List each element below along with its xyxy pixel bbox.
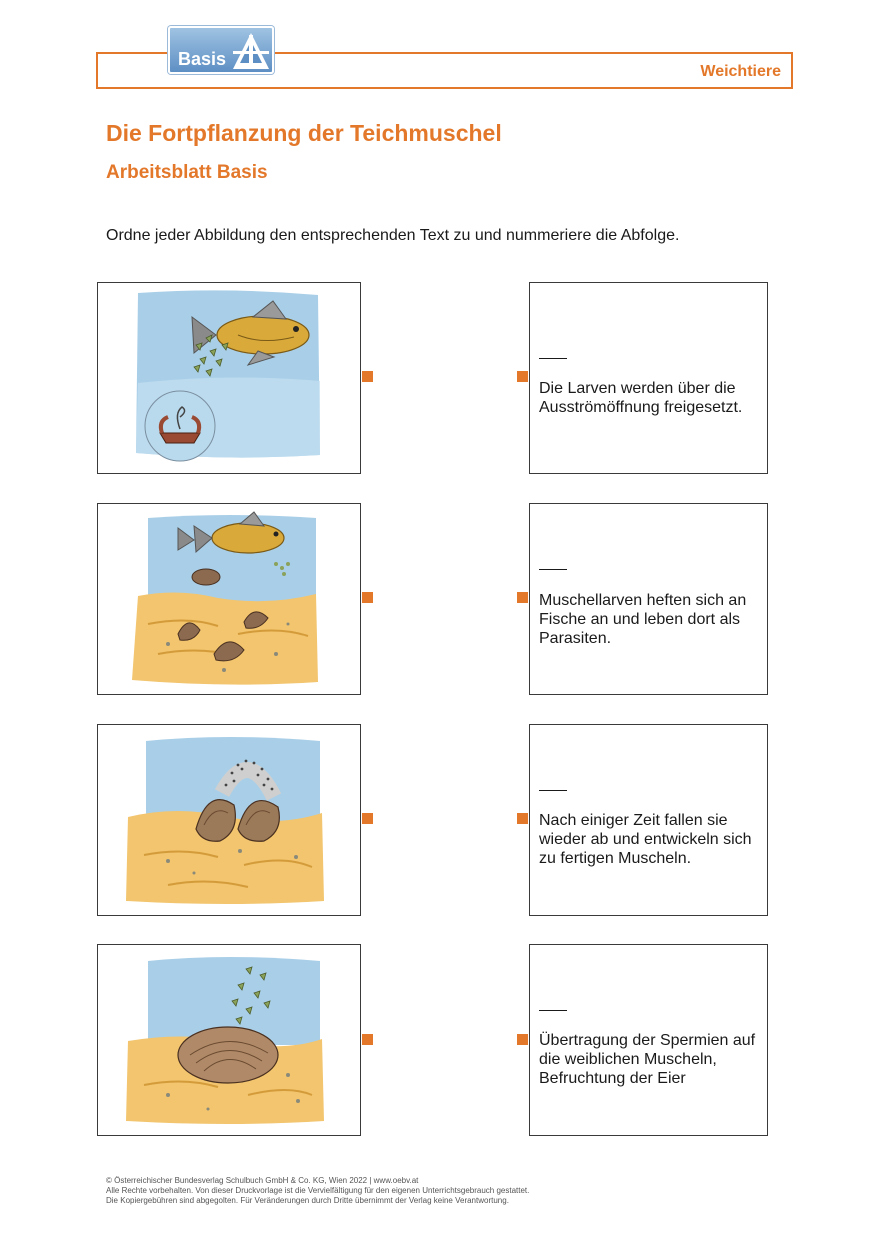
page-title: Die Fortpflanzung der Teichmuschel [106, 120, 502, 146]
number-blank[interactable] [539, 790, 567, 791]
triangle-logo-icon [231, 31, 271, 71]
card-text: Die Larven werden über die Ausströmöffnung freigesetzt. [539, 380, 743, 416]
connector-marker-left[interactable] [362, 371, 373, 382]
footer-copyright: © Österreichischer Bundesverlag Schulbuch GmbH & Co. KG, Wien 2022 | www.oebv.at [106, 1176, 419, 1185]
connector-marker-left[interactable] [362, 813, 373, 824]
topic-label: Weichtiere [700, 63, 781, 80]
page-subtitle: Arbeitsblatt Basis [106, 162, 268, 183]
logo-text: Basis [178, 49, 227, 69]
connector-marker-right[interactable] [517, 813, 528, 824]
text-card-1 [529, 282, 768, 474]
connector-marker-right[interactable] [517, 1034, 528, 1045]
mussels-releasing-sperm-illustration [98, 725, 360, 915]
connector-marker-left[interactable] [362, 1034, 373, 1045]
fish-releasing-larvae-illustration [98, 283, 360, 473]
footer [106, 1176, 529, 1206]
text-card-3 [529, 724, 768, 916]
text-card-2 [529, 503, 768, 695]
footer-rights: Alle Rechte vorbehalten. Von dieser Druckvorlage ist die Vervielfältigung für den eigenen Unterrichtsgebrauch gestattet. [106, 1186, 530, 1195]
image-box-3 [97, 724, 361, 916]
basis-logo [168, 26, 274, 74]
card-text: Nach einiger Zeit fallen sie wieder ab und entwickeln sich zu fertigen Muscheln. [539, 812, 752, 867]
instruction-text: Ordne jeder Abbildung den entsprechenden Text zu und nummeriere die Abfolge. [106, 227, 680, 244]
card-text: Übertragung der Spermien auf die weiblichen Muscheln, Befruchtung der Eier [539, 1032, 756, 1087]
connector-marker-right[interactable] [517, 592, 528, 603]
number-blank[interactable] [539, 1010, 567, 1011]
text-card-4 [529, 944, 768, 1136]
image-box-4 [97, 944, 361, 1136]
mussel-with-rising-larvae-illustration [98, 945, 360, 1135]
mussels-on-sand-with-fish-illustration [98, 504, 360, 694]
image-box-1 [97, 282, 361, 474]
footer-disclaimer: Die Kopiergebühren sind abgegolten. Für Veränderungen durch Dritte übernimmt der Verlag keine Verantwortung. [106, 1196, 509, 1205]
card-text: Muschellarven heften sich an Fische an und leben dort als Parasiten. [539, 592, 747, 647]
number-blank[interactable] [539, 358, 567, 359]
connector-marker-right[interactable] [517, 371, 528, 382]
number-blank[interactable] [539, 569, 567, 570]
image-box-2 [97, 503, 361, 695]
connector-marker-left[interactable] [362, 592, 373, 603]
